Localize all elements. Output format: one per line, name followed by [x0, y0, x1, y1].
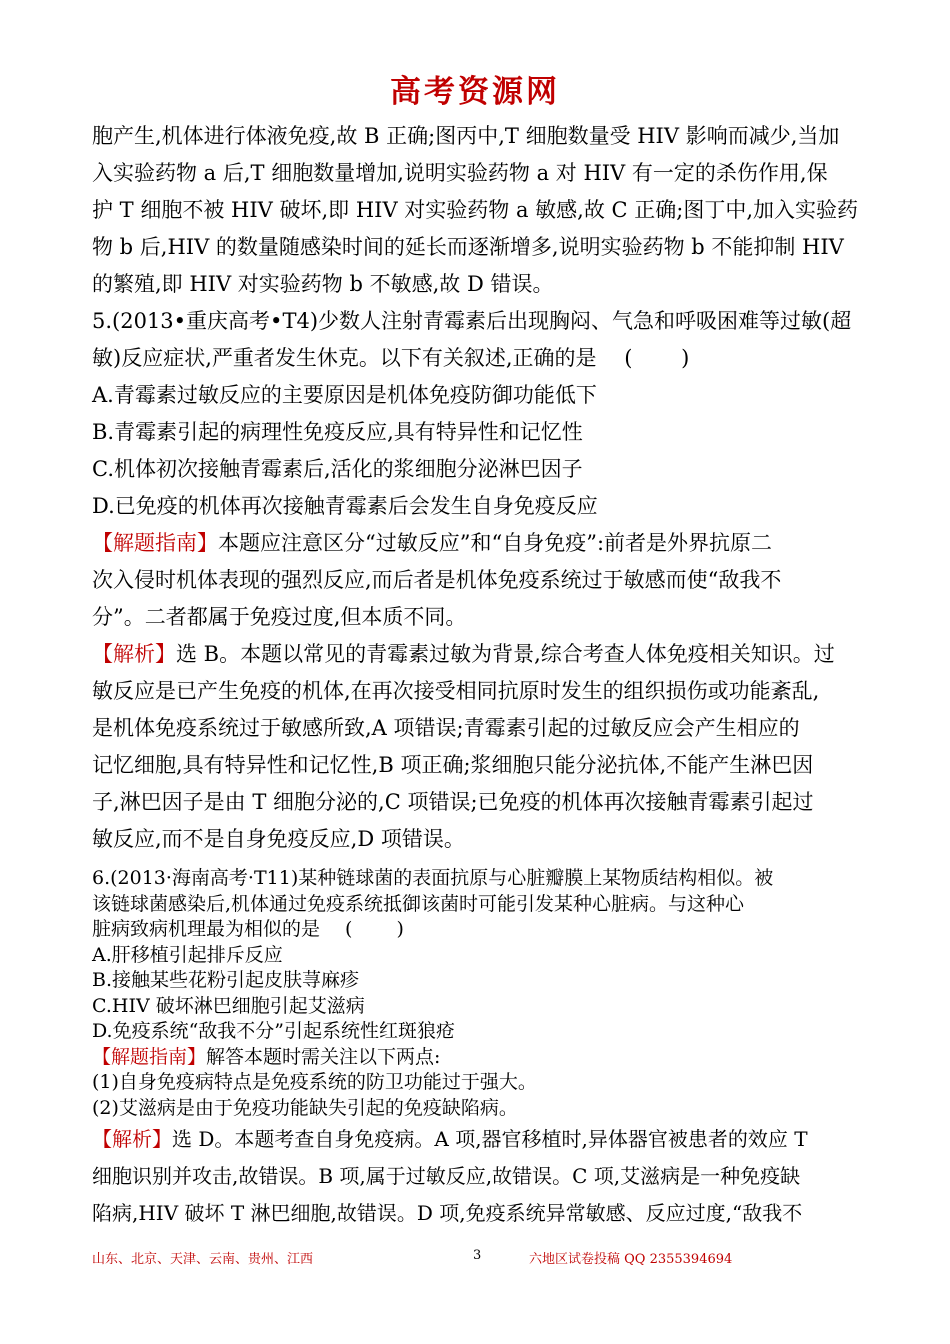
- option-b: B.青霉素引起的病理性免疫反应,具有特异性和记忆性: [92, 420, 583, 444]
- footer-contact: 六地区试卷投稿 QQ 2355394694: [529, 1252, 733, 1267]
- question-stem: 敏)反应症状,严重者发生休克。以下有关叙述,正确的是 ( ): [92, 346, 690, 370]
- question-stem: 该链球菌感染后,机体通过免疫系统抵御该菌时可能引发某种心脏病。与这种心: [92, 892, 745, 915]
- analysis-line: 记忆细胞,具有特异性和记忆性,B 项正确;浆细胞只能分泌抗体,不能产生淋巴因: [92, 753, 814, 777]
- footer-regions: 山东、北京、天津、云南、贵州、江西: [92, 1252, 314, 1267]
- option-a: A.青霉素过敏反应的主要原因是机体免疫防御功能低下: [92, 383, 597, 407]
- analysis-line: 细胞识别并攻击,故错误。B 项,属于过敏反应,故错误。C 项,艾滋病是一种免疫缺: [92, 1164, 801, 1188]
- option-c: C.HIV 破坏淋巴细胞引起艾滋病: [92, 994, 365, 1017]
- text-line: 护 T 细胞不被 HIV 破坏,即 HIV 对实验药物 a 敏感,故 C 正确;图丁中,加入实验药: [92, 198, 858, 222]
- analysis-line: 子,淋巴因子是由 T 细胞分泌的,C 项错误;已免疫的机体再次接触青霉素引起过: [92, 790, 814, 814]
- analysis-line: 是机体免疫系统过于敏感所致,A 项错误;青霉素引起的过敏反应会产生相应的: [92, 716, 800, 740]
- guide-line: [92, 525, 866, 562]
- guide-text: 本题应注意区分“过敏反应”和“自身免疫”:前者是外界抗原二: [218, 531, 773, 555]
- option-b: B.接触某些花粉引起皮肤荨麻疹: [92, 969, 360, 991]
- option-d: D.已免疫的机体再次接触青霉素后会发生自身免疫反应: [92, 494, 598, 518]
- analysis-text: 选 D。本题考查自身免疫病。A 项,器官移植时,异体器官被患者的效应 T: [172, 1127, 808, 1151]
- guide-line: 次入侵时机体表现的强烈反应,而后者是机体免疫系统过于敏感而使“敌我不: [92, 568, 782, 592]
- guide-text: 解答本题时需关注以下两点:: [206, 1045, 441, 1068]
- analysis-line: [92, 1121, 866, 1158]
- text-line: 的繁殖,即 HIV 对实验药物 b 不敏感,故 D 错误。: [92, 272, 554, 296]
- text-line: 入实验药物 a 后,T 细胞数量增加,说明实验药物 a 对 HIV 有一定的杀伤作用,保: [92, 161, 828, 185]
- analysis-label: 【解析】: [92, 642, 176, 666]
- page-content: [92, 118, 866, 1232]
- page-number: 3: [473, 1248, 482, 1263]
- question-stem: 脏病致病机理最为相似的是 ( ): [92, 918, 404, 940]
- option-a: A.肝移植引起排斥反应: [92, 943, 283, 966]
- page-footer: [92, 1248, 866, 1268]
- analysis-line: 敏反应,而不是自身免疫反应,D 项错误。: [92, 827, 465, 851]
- analysis-line: 敏反应是已产生免疫的机体,在再次接受相同抗原时发生的组织损伤或功能紊乱,: [92, 679, 820, 703]
- guide-label: 【解题指南】: [92, 531, 218, 555]
- header-logo: 高考资源网: [390, 74, 560, 110]
- text-line: 胞产生,机体进行体液免疫,故 B 正确;图丙中,T 细胞数量受 HIV 影响而减少,当加: [92, 124, 840, 148]
- analysis-label: 【解析】: [92, 1127, 172, 1151]
- guide-line: 分”。二者都属于免疫过度,但本质不同。: [92, 605, 467, 629]
- analysis-line: [92, 636, 866, 673]
- option-d: D.免疫系统“敌我不分”引起系统性红斑狼疮: [92, 1020, 456, 1042]
- question-stem: 5.(2013•重庆高考•T4)少数人注射青霉素后出现胸闷、气急和呼吸困难等过敏(超: [92, 309, 852, 333]
- guide-line: [92, 1045, 866, 1071]
- guide-label: 【解题指南】: [92, 1045, 207, 1068]
- guide-point: (2)艾滋病是由于免疫功能缺失引起的免疫缺陷病。: [92, 1096, 518, 1119]
- text-line: 物 b 后,HIV 的数量随感染时间的延长而逐渐增多,说明实验药物 b 不能抑制 HIV: [92, 235, 844, 259]
- question-5: [92, 303, 866, 858]
- answer-continuation: [92, 118, 866, 303]
- analysis-text: 选 B。本题以常见的青霉素过敏为背景,综合考查人体免疫相关知识。过: [176, 642, 835, 666]
- question-6: [92, 866, 866, 1232]
- guide-point: (1)自身免疫病特点是免疫系统的防卫功能过于强大。: [92, 1071, 537, 1093]
- analysis-line: 陷病,HIV 破坏 T 淋巴细胞,故错误。D 项,免疫系统异常敏感、反应过度,“敌我不: [92, 1201, 803, 1225]
- option-c: C.机体初次接触青霉素后,活化的浆细胞分泌淋巴因子: [92, 457, 583, 481]
- question-stem: 6.(2013·海南高考·T11)某种链球菌的表面抗原与心脏瓣膜上某物质结构相似。被: [92, 867, 774, 889]
